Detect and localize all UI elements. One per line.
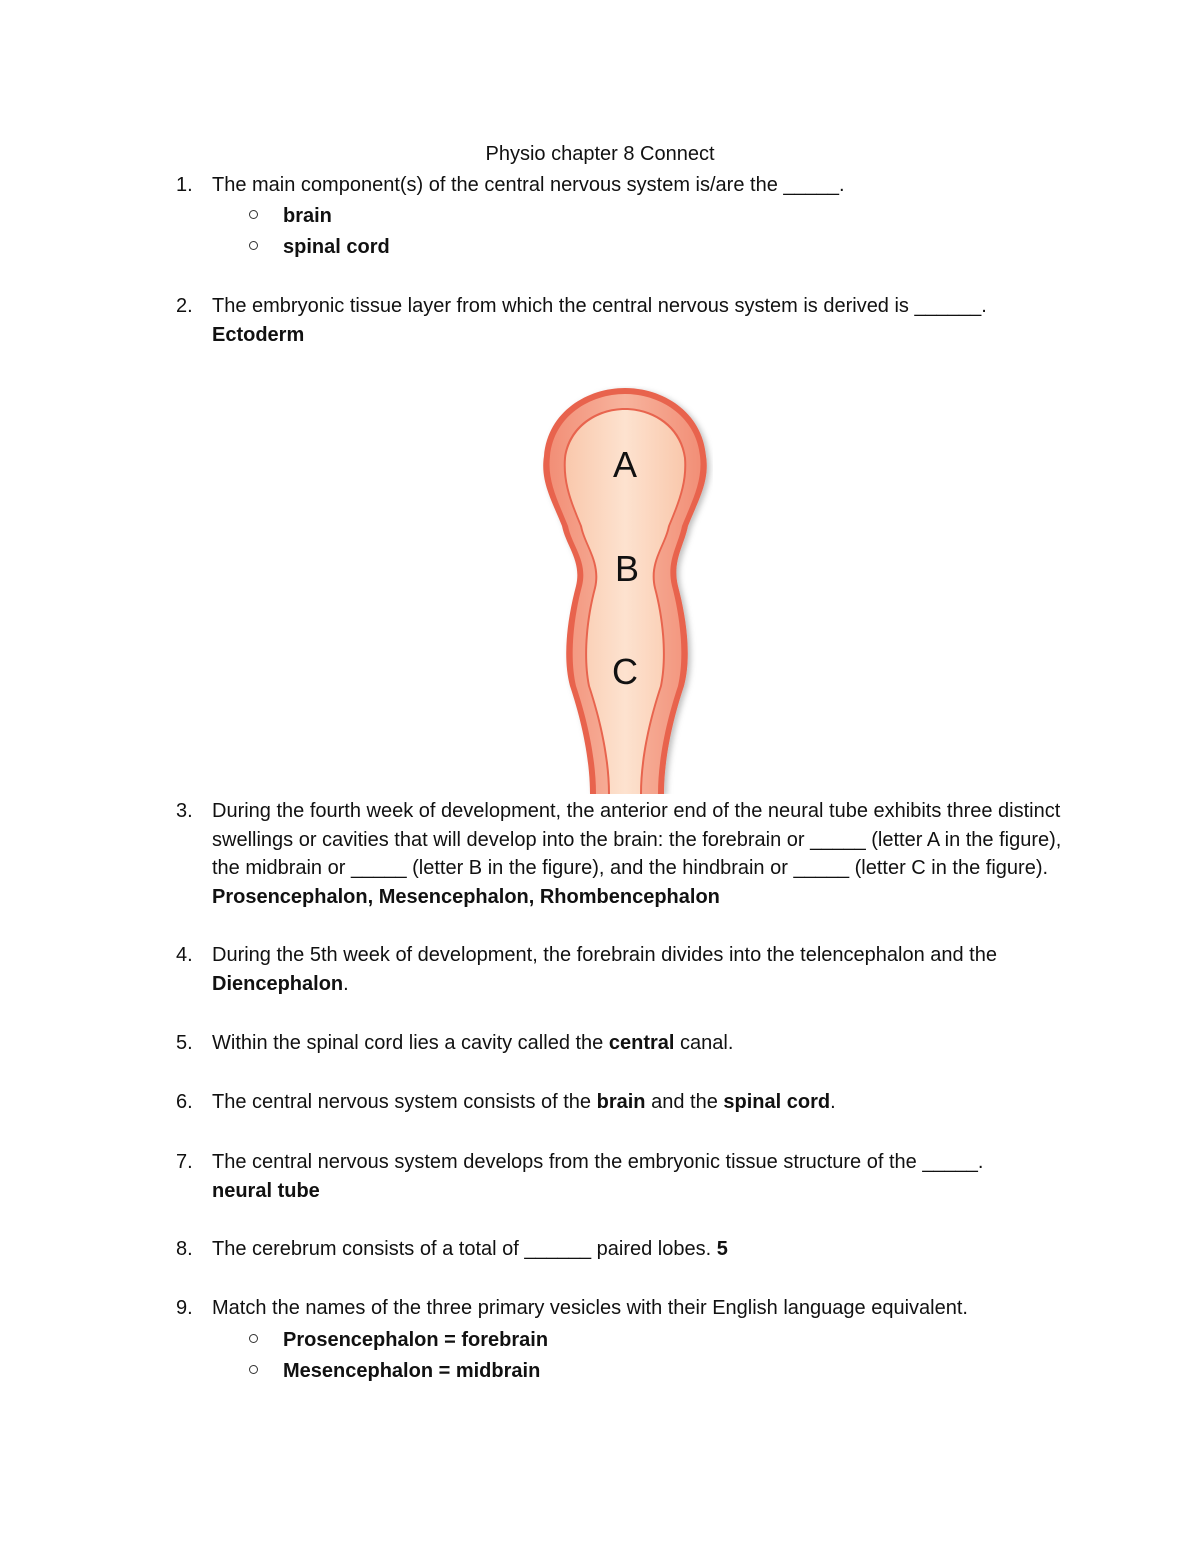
figure-label-c: C bbox=[612, 651, 638, 692]
question-text: The main component(s) of the central nervous system is/are the _____. bbox=[212, 174, 845, 196]
answer-text: brain bbox=[283, 205, 332, 227]
question-number: 4. bbox=[176, 944, 193, 966]
figure-label-b: B bbox=[614, 548, 640, 589]
question-text: During the fourth week of development, the anterior end of the neural tube exhibits three distinct swellings or cavities that will develop into the brain: the forebrain or _____ (letter A in the figure), the midbrain or _____ (letter B in the figure), and the hindbrain or _____ (letter C in the figure). bbox=[212, 800, 1062, 879]
answer-text: Mesencephalon = midbrain bbox=[283, 1360, 541, 1382]
question-4 bbox=[176, 941, 1082, 998]
question-number: 7. bbox=[176, 1151, 193, 1173]
question-text: The embryonic tissue layer from which the central nervous system is derived is ______. bbox=[212, 295, 987, 317]
neural-tube-figure bbox=[538, 386, 713, 794]
punctuation: . bbox=[343, 972, 349, 995]
circle-bullet-icon bbox=[249, 241, 258, 250]
answer-text: Prosencephalon, Mesencephalon, Rhombencephalon bbox=[212, 885, 720, 908]
question-text: The central nervous system consists of the bbox=[212, 1091, 592, 1113]
answer-text: Diencephalon bbox=[212, 972, 344, 995]
answer-text: brain bbox=[596, 1091, 646, 1113]
question-number: 8. bbox=[176, 1238, 193, 1260]
question-text: The cerebrum consists of a total of ______ paired lobes. bbox=[212, 1238, 712, 1260]
question-7 bbox=[176, 1148, 1082, 1205]
question-text-middle: and the bbox=[651, 1091, 718, 1113]
circle-bullet-icon bbox=[249, 1365, 258, 1374]
question-text: Match the names of the three primary vesicles with their English language equivalent. bbox=[212, 1297, 968, 1319]
punctuation: . bbox=[830, 1091, 836, 1113]
answer-text: spinal cord bbox=[283, 236, 390, 258]
question-text: Within the spinal cord lies a cavity called the bbox=[212, 1032, 604, 1054]
question-text-end: canal. bbox=[680, 1032, 734, 1054]
figure-label-a: A bbox=[612, 444, 638, 485]
question-9 bbox=[176, 1294, 1082, 1323]
answer-text: Ectoderm bbox=[212, 323, 305, 346]
question-text: The central nervous system develops from the embryonic tissue structure of the _____. bbox=[212, 1151, 984, 1173]
answer-text: spinal cord bbox=[723, 1091, 831, 1113]
answer-text: Prosencephalon = forebrain bbox=[283, 1329, 549, 1351]
answer-text: neural tube bbox=[212, 1179, 320, 1202]
answer-item bbox=[283, 204, 332, 228]
question-2 bbox=[176, 292, 1082, 349]
question-number: 5. bbox=[176, 1032, 193, 1054]
question-text: During the 5th week of development, the forebrain divides into the telencephalon and the bbox=[212, 944, 997, 966]
question-3 bbox=[176, 797, 1082, 911]
circle-bullet-icon bbox=[249, 210, 258, 219]
answer-item bbox=[283, 235, 390, 259]
question-1 bbox=[176, 171, 1082, 200]
question-number: 9. bbox=[176, 1297, 193, 1319]
question-8 bbox=[176, 1235, 1082, 1264]
answer-text: 5 bbox=[716, 1238, 728, 1260]
answer-item bbox=[283, 1359, 540, 1383]
question-number: 3. bbox=[176, 800, 193, 822]
question-number: 1. bbox=[176, 174, 193, 196]
question-5 bbox=[176, 1029, 1082, 1058]
circle-bullet-icon bbox=[249, 1334, 258, 1343]
question-6 bbox=[176, 1088, 1082, 1117]
question-number: 6. bbox=[176, 1091, 193, 1113]
document-title: Physio chapter 8 Connect bbox=[485, 143, 715, 165]
question-number: 2. bbox=[176, 295, 193, 317]
answer-text: central bbox=[608, 1032, 675, 1054]
answer-item bbox=[283, 1328, 548, 1352]
